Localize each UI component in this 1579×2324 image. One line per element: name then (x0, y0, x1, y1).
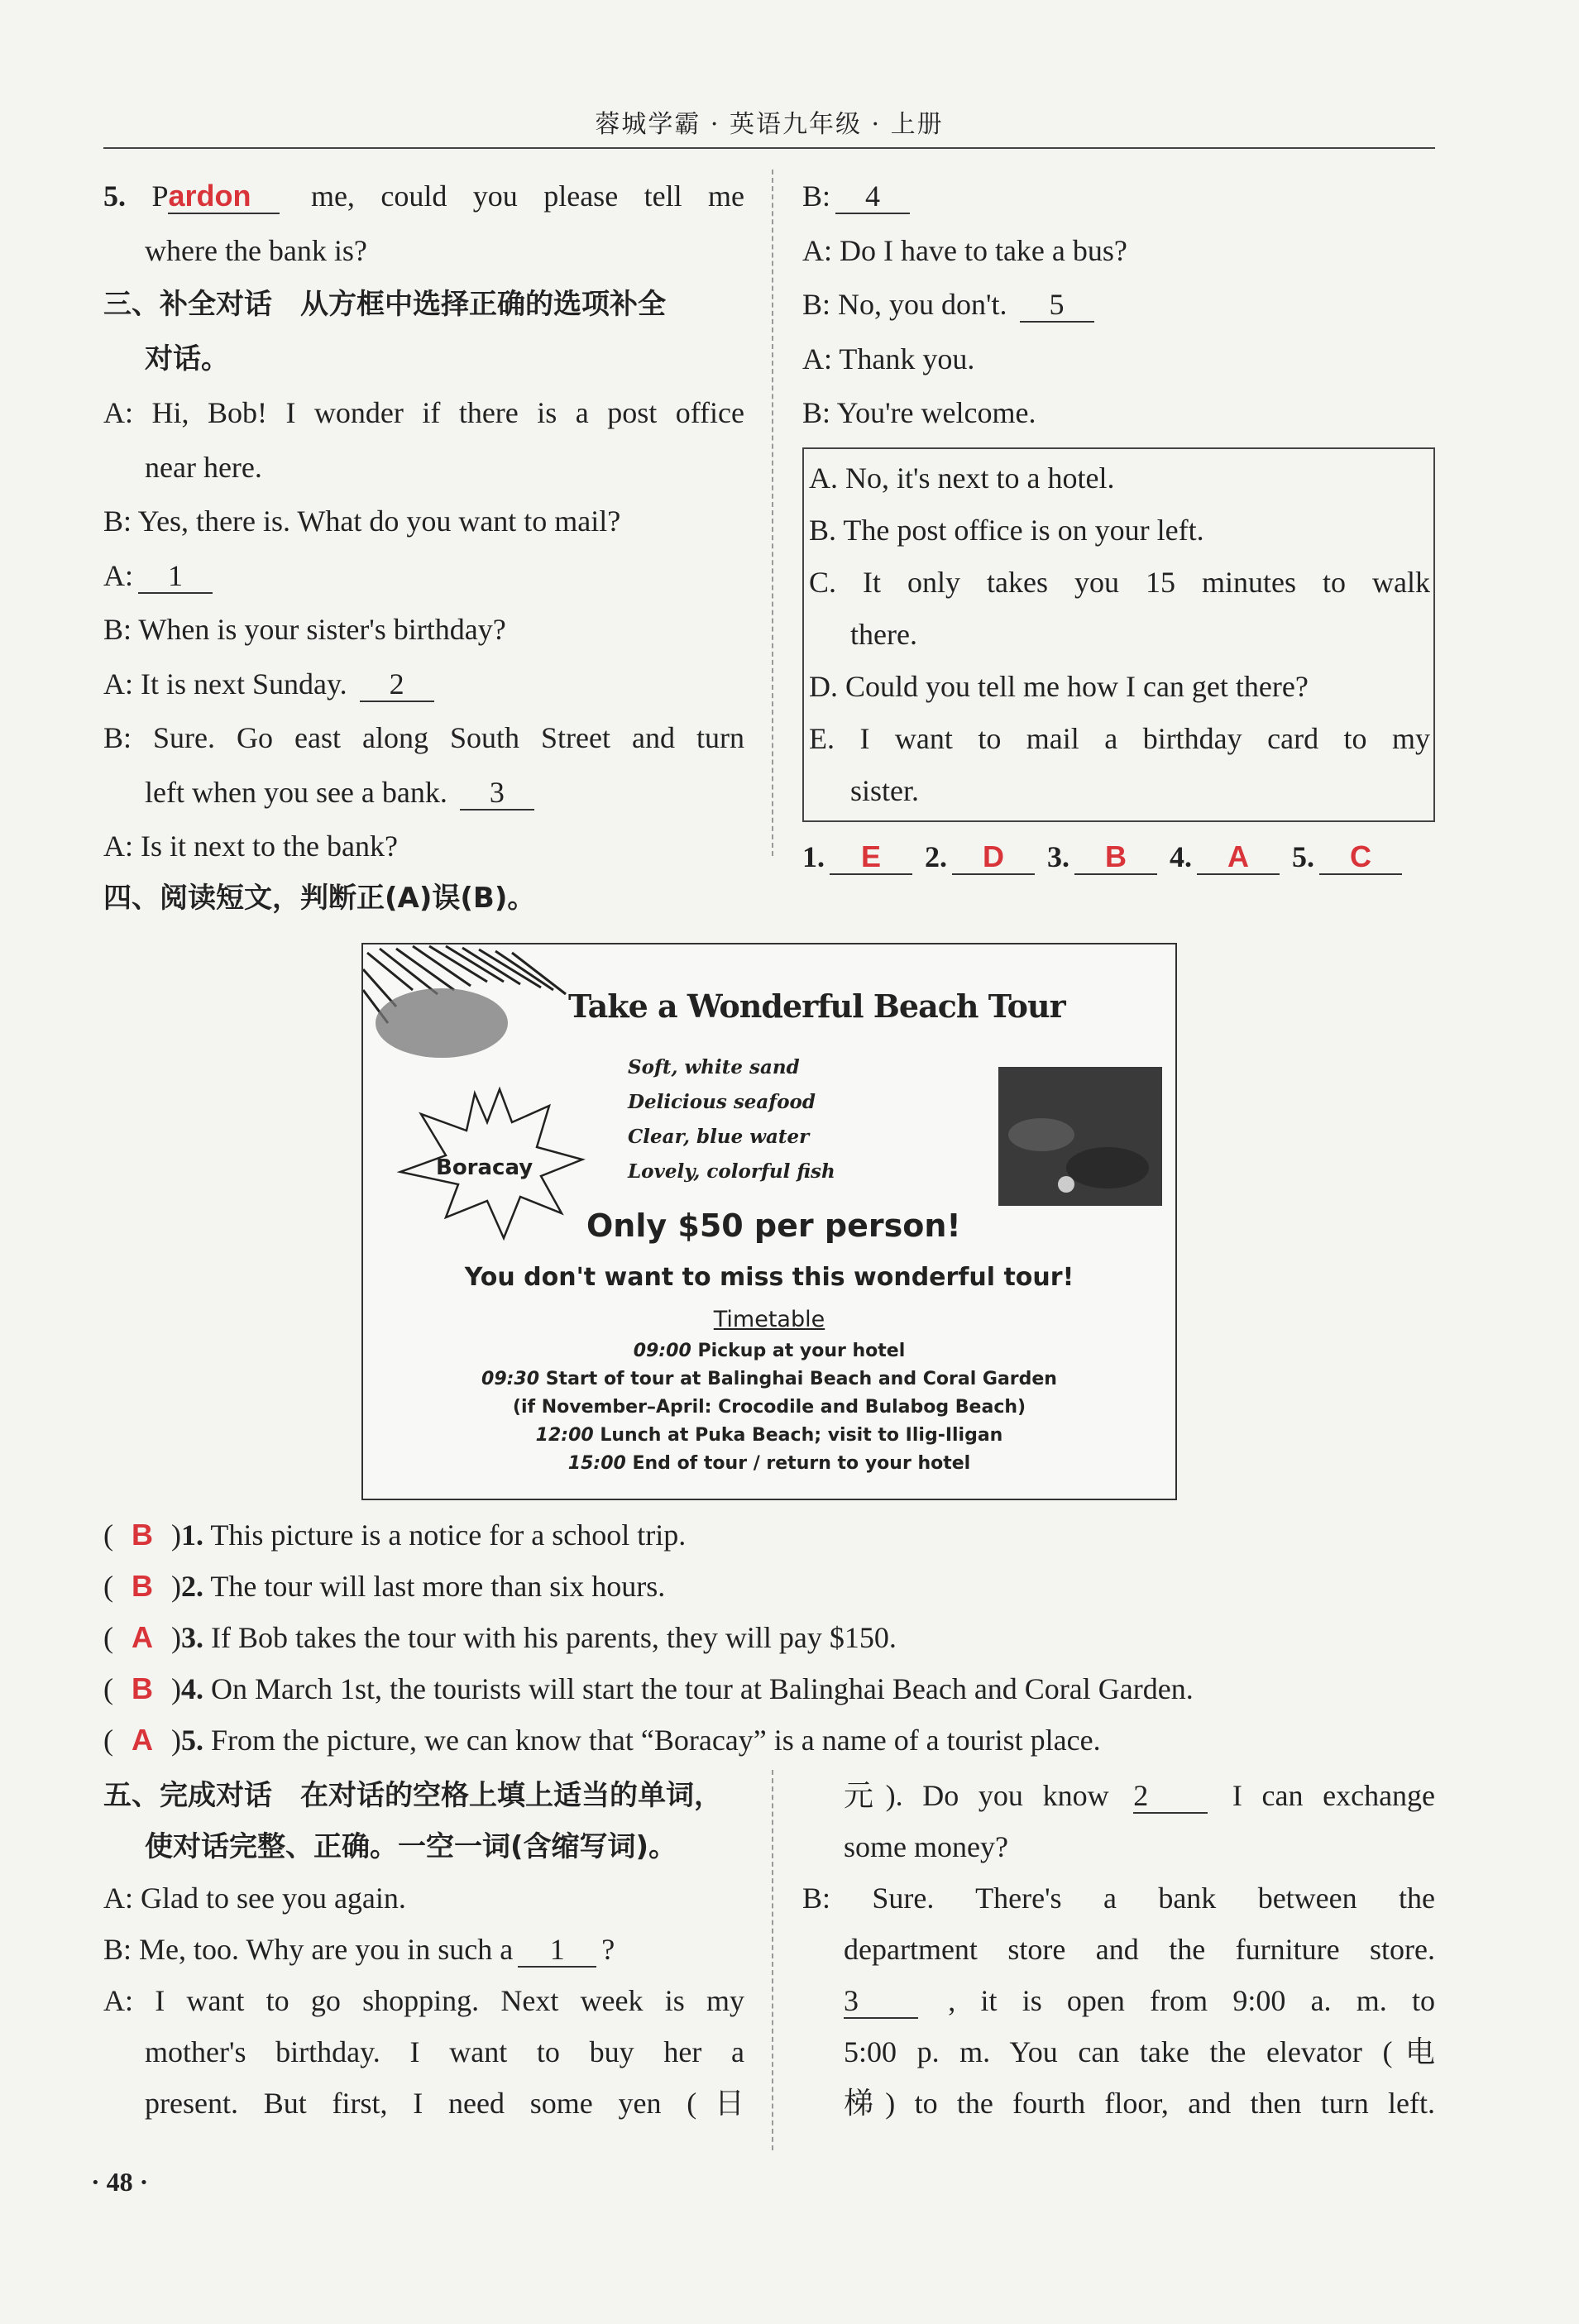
price: Only $50 per person! (586, 1207, 961, 1244)
page-number: · 48 · (91, 2167, 149, 2197)
answer-4: A (1197, 840, 1280, 875)
blank-3: 3 (460, 776, 534, 811)
answer-row: 1. E 2. D 3. B 4. A 5. C (802, 830, 1435, 885)
section-3-title: 三、补全对话 从方框中选择正确的选项补全 (103, 288, 666, 321)
timetable-row: (if November–April: Crocodile and Bulabog Beach) (512, 1397, 1026, 1418)
dialog-line: B: Yes, there is. What do you want to mail? (103, 504, 621, 538)
dialog-line: some money? (844, 1830, 1008, 1863)
dialog-line: A: Is it next to the bank? (103, 830, 398, 863)
dialog-line: mother's birthday. I want to buy her a (145, 2035, 744, 2068)
section-4-title: 四、阅读短文，判断正(A)误(B)。 (103, 882, 536, 915)
dialog-line: B: Sure. There's a bank between the (802, 1882, 1435, 1915)
dialog-line: B: 4 (802, 170, 1435, 224)
notice-title: Take a Wonderful Beach Tour (568, 987, 1065, 1025)
dialog-line: left when you see a bank. 3 (103, 766, 744, 820)
timetable-row: 12:00 Lunch at Puka Beach; visit to Ilig-Iligan (535, 1425, 1003, 1446)
option-d: D. Could you tell me how I can get there? (809, 669, 1309, 703)
answer-3: B (1074, 840, 1157, 875)
options-box (802, 447, 1435, 822)
dialog-line: B: No, you don't. 5 (802, 278, 1435, 332)
column-divider (772, 1770, 773, 2150)
option-c: C. It only takes you 15 minutes to walk (809, 565, 1430, 599)
blank-2: 2 (360, 667, 434, 702)
column-divider (772, 170, 773, 856)
starburst-label: Boracay (436, 1155, 534, 1180)
dialog-line: A: I want to go shopping. Next week is my (103, 1984, 744, 2017)
shell-icon (376, 988, 508, 1058)
timetable-row: 09:00 Pickup at your hotel (633, 1341, 906, 1361)
answer-1: E (830, 840, 912, 875)
blank-1: 1 (138, 559, 213, 594)
dialog-line: A: Glad to see you again. (103, 1882, 406, 1915)
page-header: 蓉城学霸 · 英语九年级 · 上册 (595, 110, 944, 139)
dialog-line: A: Hi, Bob! I wonder if there is a post office (103, 396, 744, 429)
feature-item: Delicious seafood (628, 1091, 816, 1113)
left-column-top (103, 170, 744, 874)
dialog-line: 梯) to the fourth floor, and then turn left. (844, 2087, 1435, 2120)
question-item: ( A )3. If Bob takes the tour with his parents, they will pay $150. (103, 1620, 897, 1654)
sec5-blank-3: 3 (844, 1984, 918, 2019)
sec5-blank-1: 1 (518, 1933, 596, 1968)
blank-5: 5 (1020, 288, 1094, 323)
dialog-line: A: 1 (103, 549, 744, 604)
section-5-title: 五、完成对话 在对话的空格上填上适当的单词， (103, 1779, 722, 1812)
q5-line2: where the bank is? (145, 233, 367, 267)
option-e: E. I want to mail a birthday card to my (809, 721, 1430, 755)
answer-5: C (1319, 840, 1402, 875)
option-a: A. No, it's next to a hotel. (809, 461, 1115, 495)
feature-item: Lovely, colorful fish (628, 1160, 835, 1183)
dialog-line: 元). Do you know 2 I can exchange (844, 1779, 1436, 1812)
section-5-right (802, 1770, 1435, 2129)
dialog-line: 5:00 p. m. You can take the elevator (电 (844, 2035, 1435, 2068)
sec5-blank-2: 2 (1133, 1779, 1208, 1814)
q5-line1: 5. Pardon me, could you please tell me (103, 179, 745, 213)
question-item: ( B )1. This picture is a notice for a school trip. (103, 1518, 687, 1552)
question-item: ( B )4. On March 1st, the tourists will start the tour at Balinghai Beach and Coral Garden. (103, 1671, 1194, 1705)
dialog-line: B: When is your sister's birthday? (103, 613, 506, 646)
option-e-cont: sister. (850, 773, 920, 807)
right-column-top (802, 170, 1435, 884)
option-c-cont: there. (850, 617, 917, 651)
dialog-line: A: It is next Sunday. 2 (103, 658, 744, 712)
dialog-line: near here. (145, 450, 262, 484)
section-3-title-cont: 对话。 (145, 342, 229, 375)
feature-item: Soft, white sand (628, 1056, 800, 1078)
timetable-row: 15:00 End of tour / return to your hotel (567, 1453, 971, 1474)
answer-2: D (952, 840, 1035, 875)
dialog-line: A: Do I have to take a bus? (802, 233, 1127, 267)
option-b: B. The post office is on your left. (809, 513, 1204, 547)
dialog-line: B: Me, too. Why are you in such a 1 ? (103, 1933, 615, 1966)
dialog-line: B: You're welcome. (802, 396, 1036, 429)
q5-answer: ardon (168, 179, 280, 214)
section-5-title-cont: 使对话完整、正确。一空一词(含缩写词)。 (145, 1830, 677, 1863)
dialog-line: department store and the furniture store. (844, 1933, 1435, 1966)
timetable-label: Timetable (713, 1307, 825, 1332)
section-5-left (103, 1770, 744, 2129)
question-item: ( A )5. From the picture, we can know that “Boracay” is a name of a tourist place. (103, 1723, 1101, 1757)
blank-4: 4 (835, 179, 910, 214)
beach-tour-notice (361, 943, 1177, 1500)
dialog-line: B: Sure. Go east along South Street and turn (103, 721, 744, 754)
dialog-line: A: Thank you. (802, 342, 975, 375)
dialog-line: present. But first, I need some yen (日 (145, 2087, 744, 2120)
judgement-questions (103, 1509, 1476, 1766)
feature-item: Clear, blue water (628, 1126, 810, 1148)
timetable-row: 09:30 Start of tour at Balinghai Beach and Coral Garden (481, 1369, 1057, 1389)
question-item: ( B )2. The tour will last more than six hours. (103, 1569, 666, 1603)
dialog-line: 3 , it is open from 9:00 a. m. to (844, 1984, 1435, 2017)
header-rule (103, 147, 1435, 149)
miss-tagline: You don't want to miss this wonderful tour! (464, 1263, 1074, 1292)
